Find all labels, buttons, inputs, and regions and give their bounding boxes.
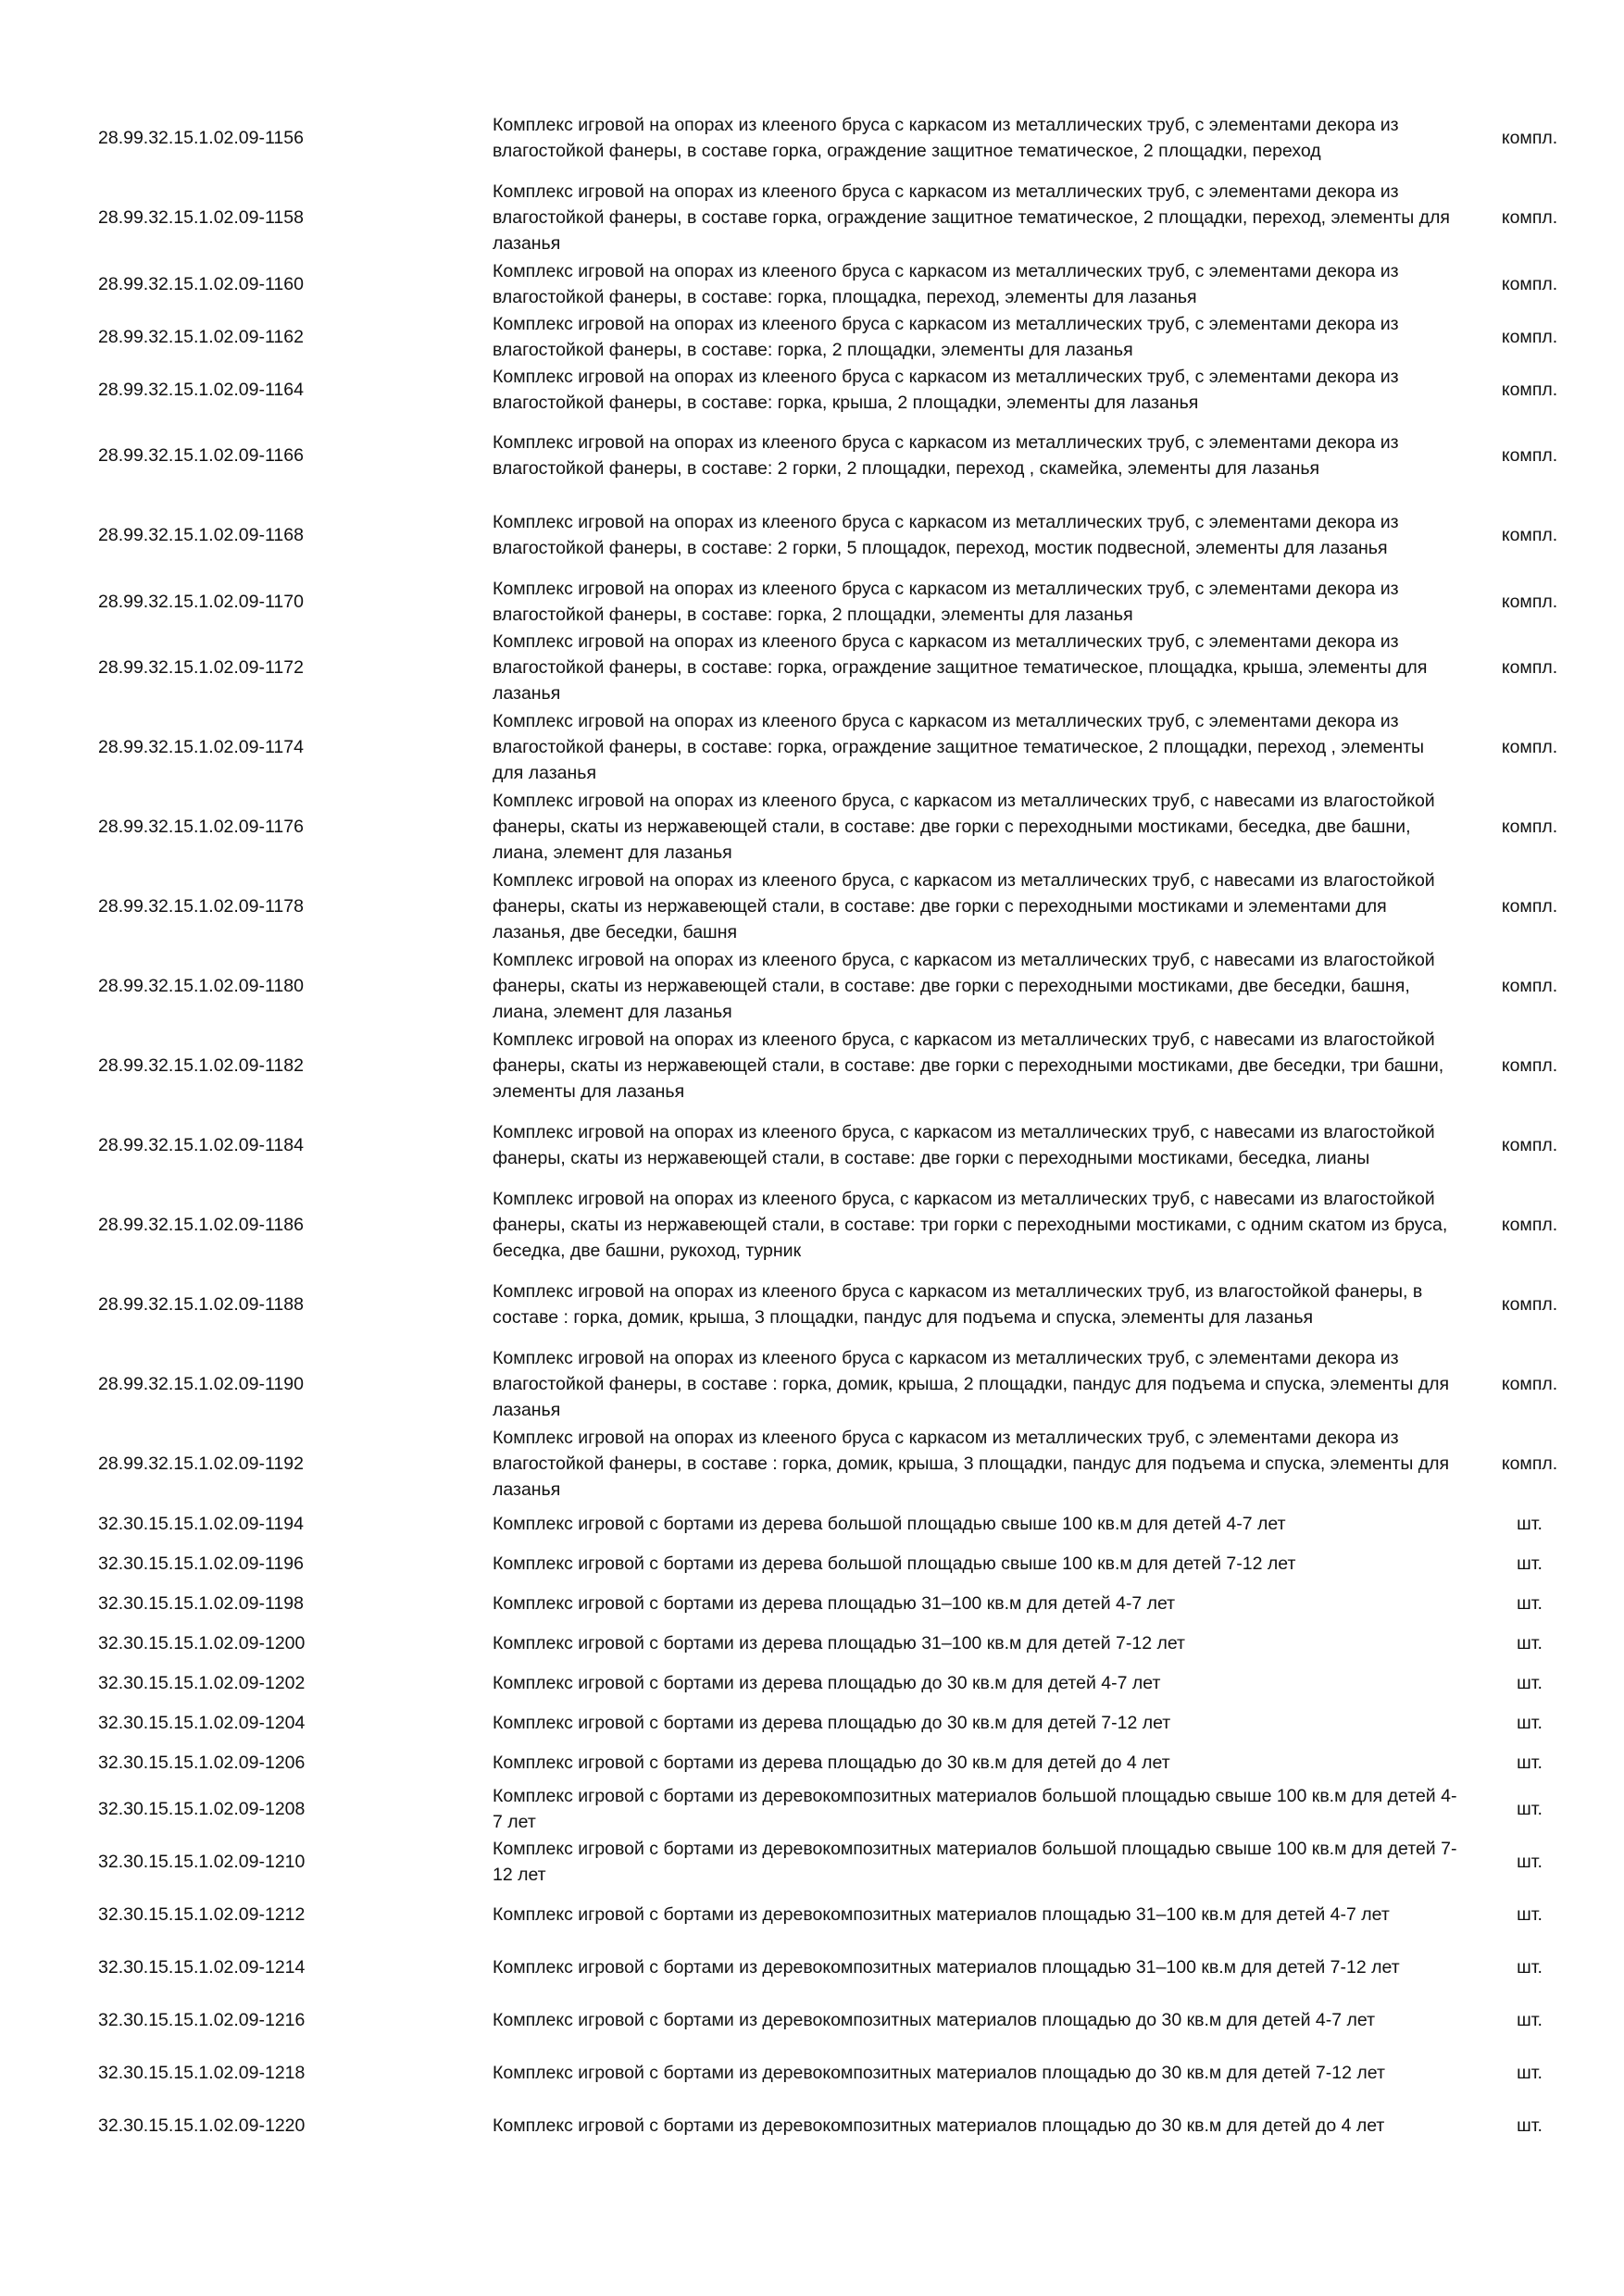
table-row	[93, 1543, 1593, 1583]
resource-code: 32.30.15.15.1.02.09-1210	[98, 1851, 306, 1872]
unit-of-measure: компл.	[1501, 379, 1558, 400]
resource-code: 28.99.32.15.1.02.09-1178	[98, 896, 304, 917]
table-row	[93, 1888, 1593, 1940]
unit-of-measure: шт.	[1517, 1956, 1543, 1978]
table-row	[93, 1835, 1593, 1888]
unit-of-measure: компл.	[1501, 1454, 1558, 1474]
resource-description: Комплекс игровой с бортами из дерева площадью 31–100 кв.м для детей 4-7 лет	[493, 1592, 1176, 1614]
resource-code: 32.30.15.15.1.02.09-1196	[98, 1553, 304, 1574]
resource-code: 28.99.32.15.1.02.09-1162	[98, 326, 304, 347]
resource-description: Комплекс игровой с бортами из деревокомпозитных материалов площадью 31–100 кв.м для детей 4-7 лет	[493, 1903, 1390, 1925]
resource-code: 32.30.15.15.1.02.09-1202	[98, 1672, 306, 1693]
table-row	[93, 1993, 1593, 2046]
unit-of-measure: шт.	[1517, 1553, 1543, 1574]
table-row	[93, 1105, 1593, 1185]
table-row	[93, 1782, 1593, 1835]
resource-description: Комплекс игровой на опорах из клееного бруса с каркасом из металлических труб, с элементами декора из влагостойкой фанеры, в составе: горка, ограждение защитное тематическое, 2 площадки, переход , элементы для лазанья	[493, 711, 1425, 783]
resource-code: 32.30.15.15.1.02.09-1220	[98, 2115, 306, 2136]
resource-code: 28.99.32.15.1.02.09-1176	[98, 817, 304, 837]
unit-of-measure: компл.	[1501, 1215, 1558, 1235]
table-row	[93, 363, 1593, 416]
unit-of-measure: компл.	[1501, 525, 1558, 545]
resource-code: 28.99.32.15.1.02.09-1188	[98, 1294, 304, 1315]
resource-table	[93, 98, 1593, 2152]
resource-description: Комплекс игровой на опорах из клееного бруса с каркасом из металлических труб, с элементами декора из влагостойкой фанеры, в составе горка, ограждение защитное тематическое, 2 площадки, переход, элементы для лазанья	[493, 181, 1450, 254]
table-row	[93, 257, 1593, 310]
table-row	[93, 946, 1593, 1026]
table-row	[93, 98, 1593, 178]
resource-code: 28.99.32.15.1.02.09-1166	[98, 445, 304, 466]
unit-of-measure: компл.	[1501, 207, 1558, 228]
table-row	[93, 1344, 1593, 1424]
table-row	[93, 1026, 1593, 1105]
resource-code: 32.30.15.15.1.02.09-1194	[98, 1513, 304, 1534]
resource-code: 32.30.15.15.1.02.09-1208	[98, 1798, 306, 1819]
table-row	[93, 1265, 1593, 1344]
table-row	[93, 1185, 1593, 1265]
resource-description: Комплекс игровой с бортами из дерева площадью до 30 кв.м для детей 7-12 лет	[493, 1712, 1171, 1733]
resource-description: Комплекс игровой на опорах из клееного бруса с каркасом из металлических труб, с элементами декора из влагостойкой фанеры, в составе: горка, 2 площадки, элементы для лазанья	[493, 313, 1399, 360]
table-row	[93, 1663, 1593, 1703]
resource-description: Комплекс игровой на опорах из клееного бруса с каркасом из металлических труб, с элементами декора из влагостойкой фанеры, в составе: 2 горки, 5 площадок, переход, мостик подвесной, элементы для лазанья	[493, 512, 1399, 558]
table-row	[93, 867, 1593, 946]
unit-of-measure: шт.	[1517, 1752, 1543, 1773]
resource-description: Комплекс игровой с бортами из дерева большой площадью свыше 100 кв.м для детей 4-7 лет	[493, 1513, 1286, 1534]
resource-code: 28.99.32.15.1.02.09-1164	[98, 379, 304, 400]
unit-of-measure: шт.	[1517, 1712, 1543, 1733]
unit-of-measure: компл.	[1501, 1135, 1558, 1155]
unit-of-measure: компл.	[1501, 445, 1558, 466]
resource-description: Комплекс игровой на опорах из клееного бруса, с каркасом из металлических труб, с навесами из влагостойкой фанеры, скаты из нержавеющей стали, в составе: две горки с переходными мостиками и элементами для лазанья, две беседки, башня	[493, 870, 1435, 942]
unit-of-measure: компл.	[1501, 1055, 1558, 1076]
resource-code: 28.99.32.15.1.02.09-1192	[98, 1454, 304, 1474]
resource-description: Комплекс игровой на опорах из клееного бруса с каркасом из металлических труб, с элементами декора из влагостойкой фанеры, в составе: горка, ограждение защитное тематическое, площадка, крыша, элементы для лазанья	[493, 631, 1428, 704]
resource-description: Комплекс игровой на опорах из клееного бруса, с каркасом из металлических труб, с навесами из влагостойкой фанеры, скаты из нержавеющей стали, в составе: две горки с переходными мостиками, беседка, лианы	[493, 1122, 1435, 1168]
resource-description: Комплекс игровой с бортами из дерева большой площадью свыше 100 кв.м для детей 7-12 лет	[493, 1553, 1296, 1574]
table-row	[93, 416, 1593, 495]
resource-code: 32.30.15.15.1.02.09-1218	[98, 2062, 306, 2083]
resource-code: 28.99.32.15.1.02.09-1160	[98, 273, 304, 294]
resource-description: Комплекс игровой с бортами из дерева площадью до 30 кв.м для детей до 4 лет	[493, 1752, 1170, 1773]
resource-description: Комплекс игровой с бортами из дерева площадью 31–100 кв.м для детей 7-12 лет	[493, 1632, 1185, 1653]
unit-of-measure: шт.	[1517, 1513, 1543, 1534]
resource-code: 28.99.32.15.1.02.09-1180	[98, 976, 304, 996]
resource-description: Комплекс игровой с бортами из деревокомпозитных материалов большой площадью свыше 100 кв.м для детей 7-12 лет	[493, 1838, 1457, 1885]
unit-of-measure: шт.	[1517, 1798, 1543, 1819]
resource-description: Комплекс игровой на опорах из клееного бруса с каркасом из металлических труб, с элементами декора из влагостойкой фанеры, в составе: горка, крыша, 2 площадки, элементы для лазанья	[493, 366, 1399, 413]
unit-of-measure: компл.	[1501, 1294, 1558, 1315]
unit-of-measure: шт.	[1517, 1672, 1543, 1693]
table-row	[93, 1703, 1593, 1742]
unit-of-measure: шт.	[1517, 1903, 1543, 1925]
resource-code: 28.99.32.15.1.02.09-1174	[98, 737, 304, 757]
unit-of-measure: компл.	[1501, 128, 1558, 148]
table-row	[93, 575, 1593, 628]
resource-description: Комплекс игровой на опорах из клееного бруса, с каркасом из металлических труб, с навесами из влагостойкой фанеры, скаты из нержавеющей стали, в составе: две горки с переходными мостиками, две беседки, башня, лиана, элемент для лазанья	[493, 950, 1435, 1022]
resource-code: 32.30.15.15.1.02.09-1206	[98, 1752, 306, 1773]
resource-description: Комплекс игровой с бортами из деревокомпозитных материалов площадью до 30 кв.м для детей 7-12 лет	[493, 2062, 1385, 2083]
resource-code: 28.99.32.15.1.02.09-1184	[98, 1135, 304, 1155]
table-row	[93, 787, 1593, 867]
unit-of-measure: шт.	[1517, 2009, 1543, 2030]
table-row	[93, 707, 1593, 787]
unit-of-measure: шт.	[1517, 1851, 1543, 1872]
resource-description: Комплекс игровой на опорах из клееного бруса с каркасом из металлических труб, с элементами декора из влагостойкой фанеры, в составе : горка, домик, крыша, 3 площадки, пандус для подъема и спуска, элементы для лазанья	[493, 1428, 1450, 1500]
table-row	[93, 1742, 1593, 1782]
resource-code: 32.30.15.15.1.02.09-1198	[98, 1592, 304, 1614]
resource-code: 28.99.32.15.1.02.09-1182	[98, 1055, 304, 1076]
resource-code: 32.30.15.15.1.02.09-1200	[98, 1632, 306, 1653]
resource-description: Комплекс игровой на опорах из клееного бруса с каркасом из металлических труб, с элементами декора из влагостойкой фанеры, в составе: 2 горки, 2 площадки, переход , скамейка, элементы для лазанья	[493, 432, 1399, 479]
table-row	[93, 1623, 1593, 1663]
unit-of-measure: компл.	[1501, 657, 1558, 678]
resource-table-body	[93, 98, 1593, 2152]
table-row	[93, 2099, 1593, 2152]
unit-of-measure: шт.	[1517, 2062, 1543, 2083]
unit-of-measure: шт.	[1517, 1632, 1543, 1653]
resource-code: 28.99.32.15.1.02.09-1170	[98, 591, 304, 612]
resource-description: Комплекс игровой на опорах из клееного бруса с каркасом из металлических труб, с элементами декора из влагостойкой фанеры, в составе: горка, 2 площадки, элементы для лазанья	[493, 578, 1399, 625]
resource-description: Комплекс игровой с бортами из деревокомпозитных материалов площадью 31–100 кв.м для детей 7-12 лет	[493, 1956, 1400, 1978]
unit-of-measure: компл.	[1501, 737, 1558, 757]
resource-description: Комплекс игровой на опорах из клееного бруса, с каркасом из металлических труб, с навесами из влагостойкой фанеры, скаты из нержавеющей стали, в составе: две горки с переходными мостиками, беседка, две башни, лиана, элемент для лазанья	[493, 791, 1435, 863]
resource-code: 28.99.32.15.1.02.09-1190	[98, 1374, 304, 1394]
resource-code: 28.99.32.15.1.02.09-1158	[98, 207, 304, 228]
table-row	[93, 1940, 1593, 1993]
table-row	[93, 178, 1593, 257]
resource-description: Комплекс игровой с бортами из дерева площадью до 30 кв.м для детей 4-7 лет	[493, 1672, 1161, 1693]
table-row	[93, 628, 1593, 707]
resource-description: Комплекс игровой на опорах из клееного бруса, с каркасом из металлических труб, с навесами из влагостойкой фанеры, скаты из нержавеющей стали, в составе: три горки с переходными мостиками, с одним скатом из бруса, беседка, две башни, рукоход, турник	[493, 1189, 1448, 1261]
table-row	[93, 2046, 1593, 2099]
resource-code: 32.30.15.15.1.02.09-1214	[98, 1956, 306, 1978]
resource-description: Комплекс игровой на опорах из клееного бруса с каркасом из металлических труб, из влагостойкой фанеры, в составе : горка, домик, крыша, 3 площадки, пандус для подъема и спуска, элементы для лазанья	[493, 1281, 1423, 1328]
resource-description: Комплекс игровой с бортами из деревокомпозитных материалов площадью до 30 кв.м для детей 4-7 лет	[493, 2009, 1376, 2030]
table-row	[93, 1424, 1593, 1504]
table-row	[93, 310, 1593, 363]
unit-of-measure: компл.	[1501, 273, 1558, 294]
unit-of-measure: компл.	[1501, 591, 1558, 612]
unit-of-measure: компл.	[1501, 976, 1558, 996]
resource-description: Комплекс игровой на опорах из клееного бруса с каркасом из металлических труб, с элементами декора из влагостойкой фанеры, в составе: горка, площадка, переход, элементы для лазанья	[493, 260, 1399, 307]
resource-description: Комплекс игровой с бортами из деревокомпозитных материалов площадью до 30 кв.м для детей до 4 лет	[493, 2115, 1385, 2136]
resource-code: 28.99.32.15.1.02.09-1168	[98, 525, 304, 545]
resource-code: 28.99.32.15.1.02.09-1172	[98, 657, 304, 678]
resource-description: Комплекс игровой на опорах из клееного бруса с каркасом из металлических труб, с элементами декора из влагостойкой фанеры, в составе : горка, домик, крыша, 2 площадки, пандус для подъема и спуска, элементы для лазанья	[493, 1348, 1450, 1420]
unit-of-measure: шт.	[1517, 1592, 1543, 1614]
resource-description: Комплекс игровой с бортами из деревокомпозитных материалов большой площадью свыше 100 кв.м для детей 4-7 лет	[493, 1785, 1457, 1832]
unit-of-measure: компл.	[1501, 896, 1558, 917]
resource-code: 32.30.15.15.1.02.09-1212	[98, 1903, 306, 1925]
resource-code: 28.99.32.15.1.02.09-1156	[98, 128, 304, 148]
unit-of-measure: компл.	[1501, 326, 1558, 347]
table-row	[93, 1504, 1593, 1543]
resource-code: 32.30.15.15.1.02.09-1216	[98, 2009, 306, 2030]
resource-code: 32.30.15.15.1.02.09-1204	[98, 1712, 306, 1733]
table-row	[93, 495, 1593, 575]
table-row	[93, 1583, 1593, 1623]
resource-code: 28.99.32.15.1.02.09-1186	[98, 1215, 304, 1235]
resource-description: Комплекс игровой на опорах из клееного бруса с каркасом из металлических труб, с элементами декора из влагостойкой фанеры, в составе горка, ограждение защитное тематическое, 2 площадки, переход	[493, 115, 1399, 161]
unit-of-measure: шт.	[1517, 2115, 1543, 2136]
unit-of-measure: компл.	[1501, 1374, 1558, 1394]
unit-of-measure: компл.	[1501, 817, 1558, 837]
resource-description: Комплекс игровой на опорах из клееного бруса, с каркасом из металлических труб, с навесами из влагостойкой фанеры, скаты из нержавеющей стали, в составе: две горки с переходными мостиками, две беседки, три башни, элементы для лазанья	[493, 1029, 1444, 1102]
